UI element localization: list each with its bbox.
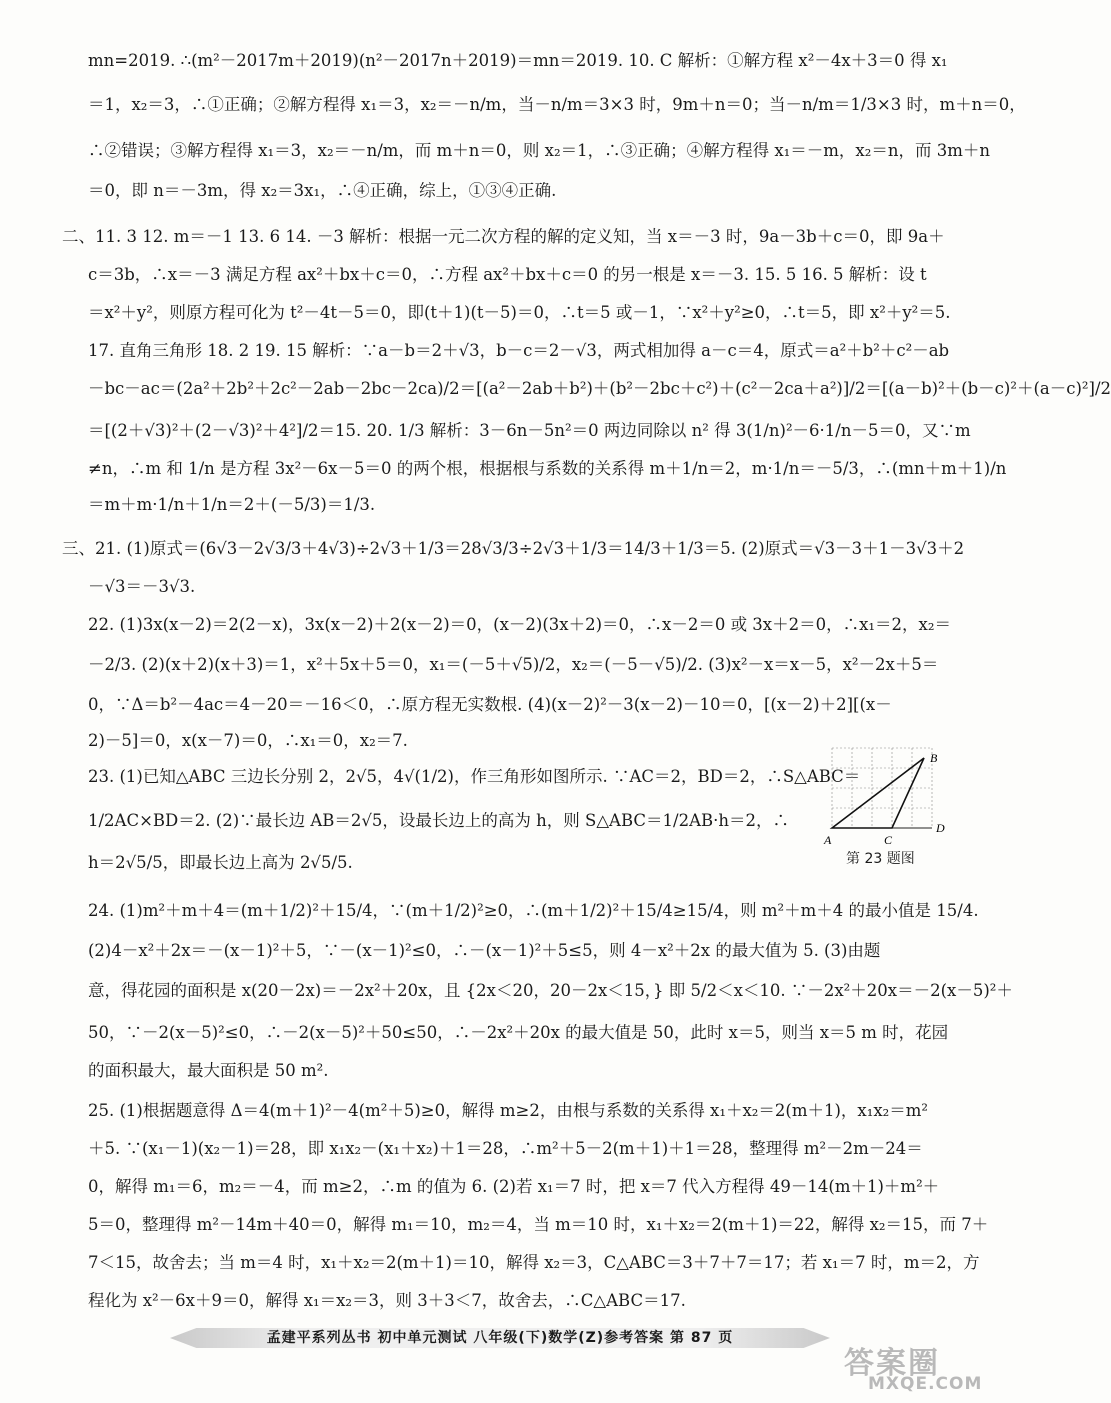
point-label-d: D: [936, 821, 945, 835]
triangle-abc: [832, 758, 924, 828]
answer-line: c＝3b，∴x＝－3 满足方程 ax²＋bx＋c＝0，∴方程 ax²＋bx＋c＝0 的另一根是 x＝－3. 15. 5 16. 5 解析：设 t: [88, 265, 927, 284]
answer-line: 0，∵Δ＝b²－4ac＝4－20＝－16＜0，∴原方程无实数根. (4)(x－2)²－3(x－2)－10＝0，[(x－2)＋2][(x－: [88, 695, 892, 714]
page-footer: [170, 1322, 830, 1352]
answer-line: －2/3. (2)(x＋2)(x＋3)＝1，x²＋5x＋5＝0，x₁＝(－5＋√5)/2，x₂＝(－5－√5)/2. (3)x²－x＝x－5，x²－2x＋5＝: [88, 655, 939, 674]
watermark-logo: [838, 1338, 988, 1398]
answer-line: 7＜15，故舍去；当 m＝4 时，x₁＋x₂＝2(m＋1)＝10，解得 x₂＝3，C△ABC＝3＋7＋7＝17；若 x₁＝7 时，m＝2，方: [88, 1253, 980, 1272]
answer-line: ∴②错误；③解方程得 x₁＝3，x₂＝－n/m，而 m＋n＝0，则 x₂＝1，∴③正确；④解方程得 x₁＝－m，x₂＝n，而 3m＋n: [88, 141, 990, 160]
answer-line: －√3＝－3√3.: [88, 577, 196, 596]
answer-line: 2)－5]＝0，x(x－7)＝0，∴x₁＝0，x₂＝7.: [88, 731, 408, 750]
answer-line: ＝[(2＋√3)²＋(2－√3)²＋4²]/2＝15. 20. 1/3 解析：3－6n－5n²＝0 两边同除以 n² 得 3(1/n)²－6·1/n－5＝0，又∵m: [88, 421, 971, 440]
answer-line: 50，∵－2(x－5)²≤0，∴－2(x－5)²＋50≤50，∴－2x²＋20x 的最大值是 50，此时 x＝5，则当 x＝5 m 时，花园: [88, 1023, 949, 1042]
footer-text: 孟建平系列丛书 初中单元测试 八年级(下)数学(Z)参考答案 第 87 页: [266, 1330, 734, 1346]
answer-line: ＝x²＋y²，则原方程可化为 t²－4t－5＝0，即(t＋1)(t－5)＝0，∴t＝5 或－1，∵x²＋y²≥0，∴t＝5，即 x²＋y²＝5.: [88, 303, 951, 322]
answer-line: mn=2019. ∴(m²－2017m＋2019)(n²－2017n＋2019)＝mn＝2019. 10. C 解析：①解方程 x²－4x＋3＝0 得 x₁: [88, 51, 948, 70]
answer-line: 意，得花园的面积是 x(20－2x)＝－2x²＋20x，且 {2x＜20，20－2x＜15，} 即 5/2＜x＜10. ∵－2x²＋20x＝－2(x－5)²＋: [88, 981, 1013, 1000]
answer-line: 二、11. 3 12. m＝－1 13. 6 14. －3 解析：根据一元二次方程的解的定义知，当 x＝－3 时，9a－3b＋c＝0，即 9a＋: [62, 227, 945, 246]
point-label-c: C: [884, 833, 893, 847]
figure-caption: 第 23 题图: [846, 851, 915, 867]
answer-line: 5＝0，整理得 m²－14m＋40＝0，解得 m₁＝10，m₂＝4，当 m＝10 时，x₁＋x₂＝2(m＋1)＝22，解得 x₂＝15，而 7＋: [88, 1215, 989, 1234]
answer-line: 0，解得 m₁＝6，m₂＝－4，而 m≥2，∴m 的值为 6. (2)若 x₁＝7 时，把 x＝7 代入方程得 49－14(m＋1)＋m²＋: [88, 1177, 940, 1196]
point-label-b: B: [930, 751, 938, 765]
answer-line: ＝0，即 n＝－3m，得 x₂＝3x₁，∴④正确，综上，①③④正确.: [88, 181, 557, 200]
answer-line: h＝2√5/5，即最长边上高为 2√5/5.: [88, 853, 353, 872]
answer-line: ≠n，∴m 和 1/n 是方程 3x²－6x－5＝0 的两个根，根据根与系数的关系得 m＋1/n＝2，m·1/n＝－5/3，∴(mn＋m＋1)/n: [88, 459, 1007, 478]
answer-line: 1/2AC×BD＝2. (2)∵最长边 AB＝2√5，设最长边上的高为 h，则 S△ABC＝1/2AB·h＝2，∴: [88, 811, 789, 830]
watermark-sub: MXQE.COM: [868, 1374, 983, 1394]
answer-line: 24. (1)m²＋m＋4＝(m＋1/2)²＋15/4，∵(m＋1/2)²≥0，∴(m＋1/2)²＋15/4≥15/4，则 m²＋m＋4 的最小值是 15/4.: [88, 901, 979, 920]
answer-line: －bc－ac＝(2a²＋2b²＋2c²－2ab－2bc－2ca)/2＝[(a²－2ab＋b²)＋(b²－2bc＋c²)＋(c²－2ca＋a²)]/2＝[(a－b)²＋(b－c)²＋(a－c)²]/2: [88, 379, 1111, 398]
answer-line: 23. (1)已知△ABC 三边长分别 2，2√5，4√(1/2)，作三角形如图所示. ∵AC＝2，BD＝2，∴S△ABC＝: [88, 767, 861, 786]
watermark-main: 答案圈: [844, 1346, 940, 1381]
answer-line: ＋5. ∵(x₁－1)(x₂－1)＝28，即 x₁x₂－(x₁＋x₂)＋1＝28，∴m²＋5－2(m＋1)＋1＝28，整理得 m²－2m－24＝: [88, 1139, 923, 1158]
point-label-a: A: [824, 833, 832, 847]
answer-line: 25. (1)根据题意得 Δ＝4(m＋1)²－4(m²＋5)≥0，解得 m≥2，由根与系数的关系得 x₁＋x₂＝2(m＋1)，x₁x₂＝m²: [88, 1101, 929, 1120]
answer-line: 三、21. (1)原式＝(6√3－2√3/3＋4√3)÷2√3＋1/3＝28√3/3÷2√3＋1/3＝14/3＋1/3＝5. (2)原式＝√3－3＋1－3√3＋2: [62, 539, 965, 558]
answer-line: 程化为 x²－6x＋9＝0，解得 x₁＝x₂＝3，则 3＋3＜7，故舍去，∴C△ABC＝17.: [88, 1291, 686, 1310]
answer-line: (2)4－x²＋2x＝－(x－1)²＋5，∵－(x－1)²≤0，∴－(x－1)²＋5≤5，则 4－x²＋2x 的最大值为 5. (3)由题: [88, 941, 881, 960]
answer-line: 的面积最大，最大面积是 50 m².: [88, 1061, 329, 1080]
answer-line: ＝1，x₂＝3，∴①正确；②解方程得 x₁＝3，x₂＝－n/m，当－n/m＝3×3 时，9m＋n＝0；当－n/m＝1/3×3 时，m＋n＝0，: [88, 95, 1026, 114]
answer-line: 22. (1)3x(x－2)＝2(2－x)，3x(x－2)＋2(x－2)＝0，(x－2)(3x＋2)＝0，∴x－2＝0 或 3x＋2＝0，∴x₁＝2，x₂＝: [88, 615, 951, 634]
answer-line: 17. 直角三角形 18. 2 19. 15 解析：∵a－b＝2＋√3，b－c＝2－√3，两式相加得 a－c＝4，原式＝a²＋b²＋c²－ab: [88, 341, 950, 360]
answer-line: ＝m＋m·1/n＋1/n＝2＋(－5/3)＝1/3.: [88, 495, 376, 514]
